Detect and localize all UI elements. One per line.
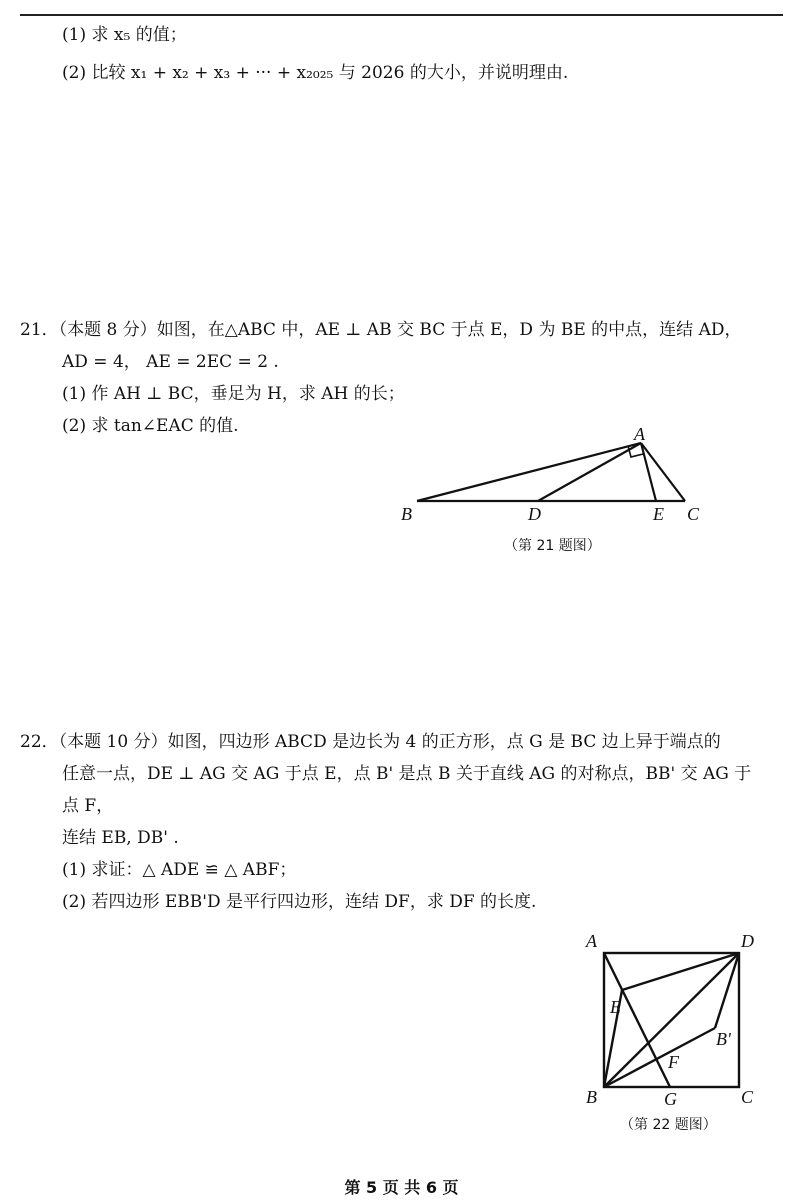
- label-E: E: [653, 504, 664, 524]
- q22-figure: [578, 925, 778, 1110]
- q21-stem-line1: 21．（本题 8 分）如图，在△ABC 中，AE ⊥ AB 交 BC 于点 E，D 为 BE 的中点，连结 AD，: [20, 320, 742, 340]
- q21-caption: （第 21 题图）: [504, 538, 601, 554]
- page-footer: 第 5 页 共 6 页: [344, 1178, 459, 1197]
- q22-part2: (2) 若四边形 EBB'D 是平行四边形，连结 DF，求 DF 的长度.: [62, 892, 537, 912]
- label-E: E: [610, 997, 621, 1017]
- q22-caption: （第 22 题图）: [620, 1117, 717, 1133]
- label-F: F: [668, 1052, 679, 1072]
- right-angle-mark: [628, 446, 643, 457]
- segment-ab: [417, 443, 641, 501]
- label-D: D: [528, 504, 541, 524]
- label-B: B: [401, 504, 412, 524]
- label-C: C: [687, 504, 700, 524]
- label-C: C: [741, 1087, 754, 1107]
- segment-ad: [538, 443, 641, 501]
- q22-part1: (1) 求证：△ ADE ≌ △ ABF；: [62, 860, 297, 880]
- q21-part1: (1) 作 AH ⊥ BC，垂足为 H，求 AH 的长；: [62, 384, 405, 404]
- label-A: A: [586, 931, 597, 951]
- q21-part2: (2) 求 tan∠EAC 的值.: [62, 416, 239, 436]
- label-D: D: [741, 931, 754, 951]
- label-G: G: [664, 1089, 677, 1109]
- q21-stem-line2: AD = 4， AE = 2EC = 2 .: [62, 352, 279, 372]
- segment-ag: [604, 953, 670, 1087]
- q22-stem-line4: 连结 EB, DB' .: [62, 828, 179, 848]
- q21-figure: [395, 420, 715, 530]
- top-rule: [20, 14, 783, 16]
- label-Bp: B': [716, 1029, 731, 1049]
- q22-stem-line1: 22．（本题 10 分）如图，四边形 ABCD 是边长为 4 的正方形，点 G 是 BC 边上异于端点的: [20, 732, 721, 752]
- q20-part1: (1) 求 x₅ 的值；: [62, 25, 187, 45]
- q22-stem-line2: 任意一点，DE ⊥ AG 交 AG 于点 E，点 B' 是点 B 关于直线 AG 的对称点，BB' 交 AG 于: [62, 764, 752, 784]
- q20-part2: (2) 比较 x₁ + x₂ + x₃ + ··· + x₂₀₂₅ 与 2026 的大小，并说明理由.: [62, 63, 569, 83]
- label-A: A: [634, 424, 645, 444]
- q22-stem-line3: 点 F，: [62, 796, 114, 816]
- segment-bbp: [604, 1028, 715, 1087]
- label-B: B: [586, 1087, 597, 1107]
